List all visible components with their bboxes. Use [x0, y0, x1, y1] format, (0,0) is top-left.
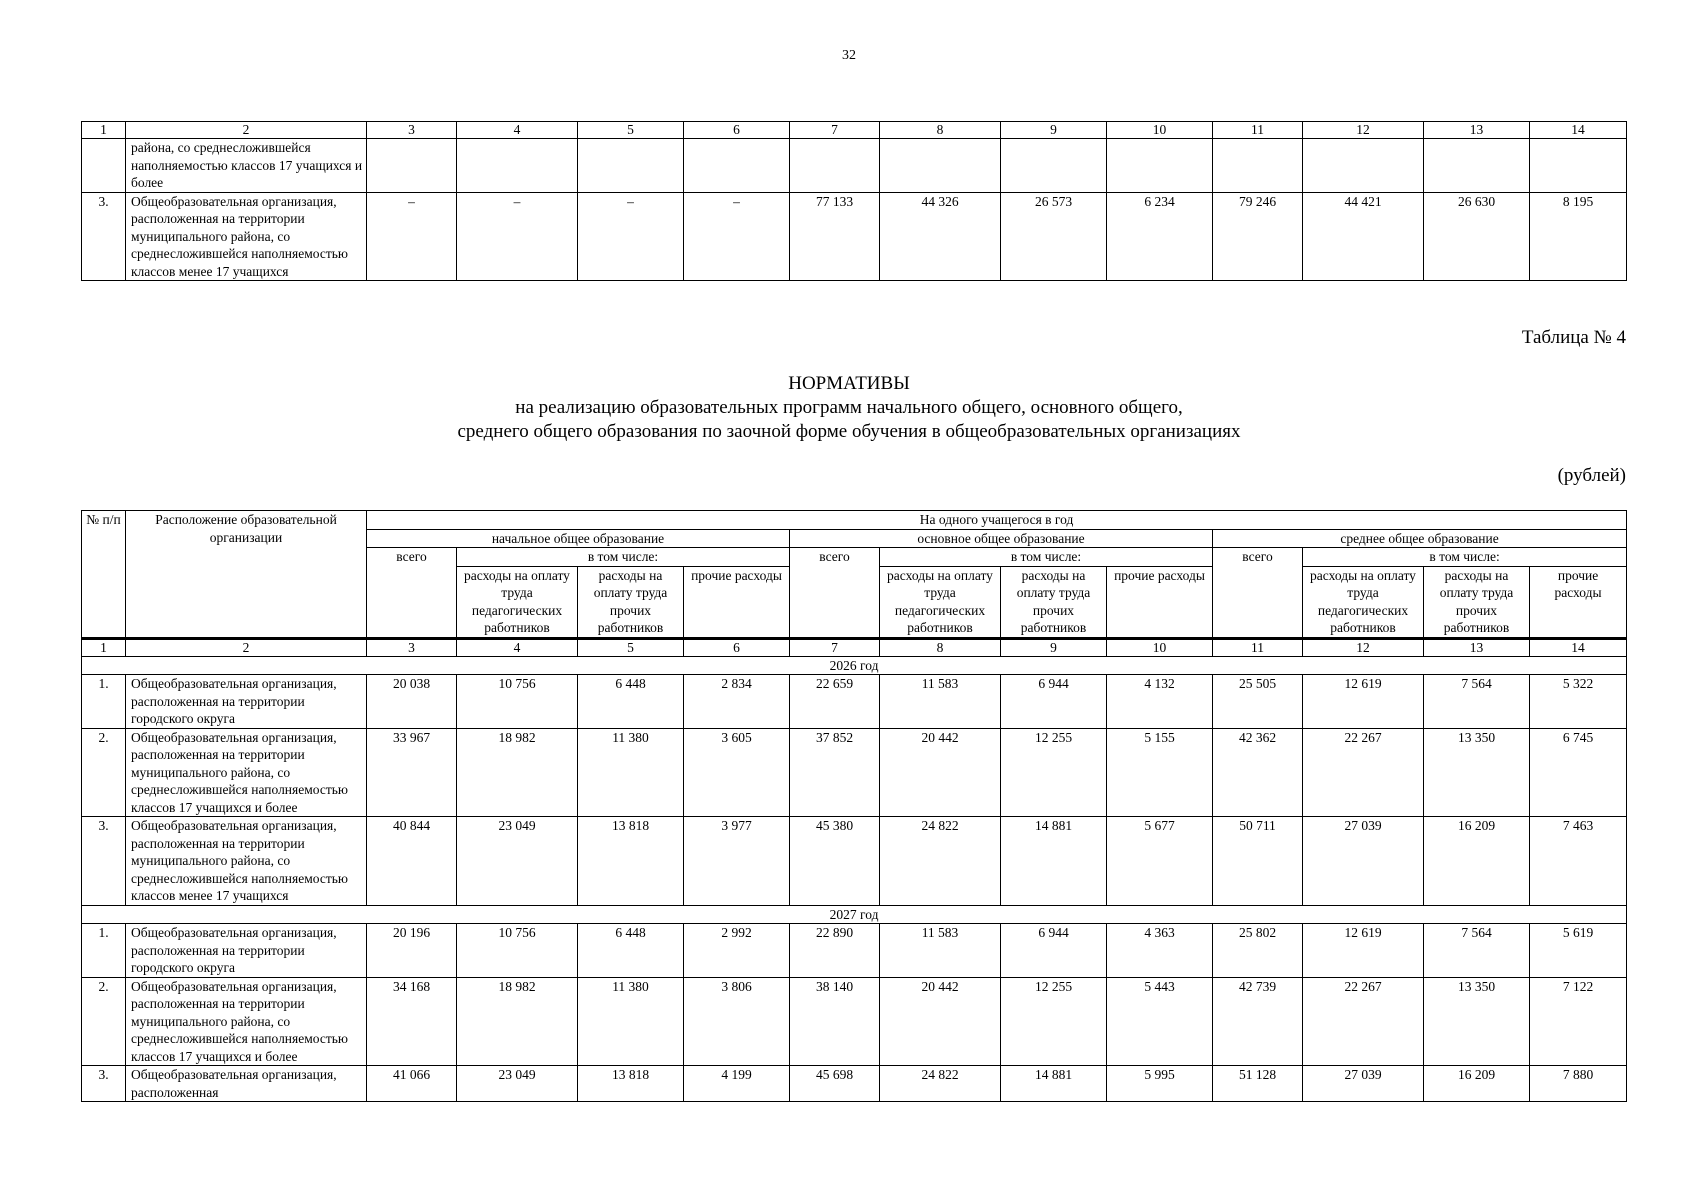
row-value: 5 443 — [1107, 977, 1213, 1066]
row-value: 13 350 — [1424, 977, 1530, 1066]
row-location: Общеобразовательная организация, расположенная на территории городского округа — [126, 675, 367, 729]
row-value — [1001, 139, 1107, 193]
title-main: НОРМАТИВЫ — [788, 373, 910, 394]
row-value: 6 234 — [1107, 192, 1213, 281]
table-row — [82, 192, 1627, 281]
column-number: 14 — [1530, 638, 1627, 656]
header-secondary-other-exp: прочие расходы — [1530, 566, 1627, 638]
header-basic: основное общее образование — [790, 529, 1213, 548]
row-value: 7 122 — [1530, 977, 1627, 1066]
row-value: 26 630 — [1424, 192, 1530, 281]
row-value: 20 442 — [880, 977, 1001, 1066]
column-number: 1 — [82, 122, 126, 139]
row-value: 3 977 — [684, 817, 790, 906]
norms-table — [81, 510, 1627, 1102]
column-number: 9 — [1001, 638, 1107, 656]
row-value — [1213, 139, 1303, 193]
page-number: 32 — [842, 48, 856, 63]
row-value: 13 818 — [578, 817, 684, 906]
header-secondary-including: в том числе: — [1303, 548, 1627, 567]
header-basic-including: в том числе: — [880, 548, 1213, 567]
row-value — [367, 139, 457, 193]
row-location: Общеобразовательная организация, расположенная на территории городского округа — [126, 924, 367, 978]
column-number: 2 — [126, 638, 367, 656]
row-value: 4 363 — [1107, 924, 1213, 978]
row-value: 7 564 — [1424, 924, 1530, 978]
row-value: 23 049 — [457, 1066, 578, 1102]
row-location: Общеобразовательная организация, расположенная — [126, 1066, 367, 1102]
header-primary-other-pay: расходы на оплату труда прочих работников — [578, 566, 684, 638]
row-value — [578, 139, 684, 193]
row-value: 24 822 — [880, 817, 1001, 906]
column-number: 5 — [578, 122, 684, 139]
header-per-student: На одного учащегося в год — [367, 511, 1627, 530]
column-number: 12 — [1303, 122, 1424, 139]
row-value: 23 049 — [457, 817, 578, 906]
row-value: 6 745 — [1530, 728, 1627, 817]
column-number: 13 — [1424, 638, 1530, 656]
row-value: 6 944 — [1001, 924, 1107, 978]
table-row — [82, 817, 1627, 906]
header-secondary-total: всего — [1213, 548, 1303, 639]
header-no: № п/п — [82, 511, 126, 639]
table-row — [82, 1066, 1627, 1102]
column-number: 10 — [1107, 122, 1213, 139]
row-value: 16 209 — [1424, 1066, 1530, 1102]
row-value: – — [367, 192, 457, 281]
row-number: 1. — [82, 675, 126, 729]
row-value: 7 880 — [1530, 1066, 1627, 1102]
column-number: 8 — [880, 122, 1001, 139]
continued-table — [81, 121, 1627, 281]
row-value: 18 982 — [457, 728, 578, 817]
column-number: 11 — [1213, 122, 1303, 139]
year-row — [82, 656, 1627, 675]
header-location: Расположение образовательной организации — [126, 511, 367, 639]
row-value — [790, 139, 880, 193]
column-number: 6 — [684, 638, 790, 656]
column-number-row — [82, 122, 1627, 139]
row-value: 13 818 — [578, 1066, 684, 1102]
row-value — [1107, 139, 1213, 193]
column-number: 5 — [578, 638, 684, 656]
row-value: 25 505 — [1213, 675, 1303, 729]
row-number: 1. — [82, 924, 126, 978]
row-value: 18 982 — [457, 977, 578, 1066]
row-location: Общеобразовательная организация, расположенная на территории муниципального района, со среднесложившейся наполняемостью классов менее 17 учащихся — [126, 192, 367, 281]
row-number: 3. — [82, 1066, 126, 1102]
row-value: 37 852 — [790, 728, 880, 817]
header-primary-other-exp: прочие расходы — [684, 566, 790, 638]
row-value: 12 255 — [1001, 728, 1107, 817]
table-label: Таблица № 4 — [1521, 327, 1626, 348]
column-number: 10 — [1107, 638, 1213, 656]
table-row — [82, 924, 1627, 978]
row-value: 14 881 — [1001, 1066, 1107, 1102]
row-value — [1530, 139, 1627, 193]
row-value: 20 038 — [367, 675, 457, 729]
title-subtitle-1: на реализацию образовательных программ начального общего, основного общего, — [515, 397, 1183, 418]
row-value: 3 806 — [684, 977, 790, 1066]
row-value: 44 421 — [1303, 192, 1424, 281]
row-value: 45 698 — [790, 1066, 880, 1102]
row-value: 5 677 — [1107, 817, 1213, 906]
header-primary-including: в том числе: — [457, 548, 790, 567]
row-value — [1303, 139, 1424, 193]
row-value: 14 881 — [1001, 817, 1107, 906]
row-value: 22 659 — [790, 675, 880, 729]
row-value: 22 267 — [1303, 977, 1424, 1066]
header-primary-total: всего — [367, 548, 457, 639]
header-basic-other-pay: расходы на оплату труда прочих работников — [1001, 566, 1107, 638]
row-value: – — [684, 192, 790, 281]
row-value: 34 168 — [367, 977, 457, 1066]
row-value: 10 756 — [457, 924, 578, 978]
row-number: 2. — [82, 977, 126, 1066]
column-number: 3 — [367, 638, 457, 656]
row-value: 41 066 — [367, 1066, 457, 1102]
row-value: 13 350 — [1424, 728, 1530, 817]
row-value — [880, 139, 1001, 193]
row-value: 42 362 — [1213, 728, 1303, 817]
column-number: 4 — [457, 638, 578, 656]
row-value: 5 619 — [1530, 924, 1627, 978]
row-value: 77 133 — [790, 192, 880, 281]
row-value: 45 380 — [790, 817, 880, 906]
row-value: 4 132 — [1107, 675, 1213, 729]
row-value: 25 802 — [1213, 924, 1303, 978]
year-label: 2027 год — [82, 905, 1627, 924]
row-value: 11 380 — [578, 728, 684, 817]
header-secondary-other-pay: расходы на оплату труда прочих работников — [1424, 566, 1530, 638]
header-secondary-teacher-pay: расходы на оплату труда педагогических работников — [1303, 566, 1424, 638]
column-number: 2 — [126, 122, 367, 139]
row-value: – — [457, 192, 578, 281]
row-location: Общеобразовательная организация, расположенная на территории муниципального района, со среднесложившейся наполняемостью классов 17 учащихся и более — [126, 977, 367, 1066]
row-value: 42 739 — [1213, 977, 1303, 1066]
column-number: 4 — [457, 122, 578, 139]
header-basic-teacher-pay: расходы на оплату труда педагогических работников — [880, 566, 1001, 638]
row-location: района, со среднесложившейся наполняемостью классов 17 учащихся и более — [126, 139, 367, 193]
row-value: 2 992 — [684, 924, 790, 978]
row-value: 79 246 — [1213, 192, 1303, 281]
title-subtitle-2: среднего общего образования по заочной форме обучения в общеобразовательных организациях — [457, 421, 1241, 442]
column-number: 1 — [82, 638, 126, 656]
column-number: 9 — [1001, 122, 1107, 139]
year-label: 2026 год — [82, 656, 1627, 675]
row-value: 33 967 — [367, 728, 457, 817]
row-value: 12 619 — [1303, 924, 1424, 978]
row-value: 27 039 — [1303, 817, 1424, 906]
column-number-row — [82, 638, 1627, 656]
row-value: 7 564 — [1424, 675, 1530, 729]
row-value: 11 380 — [578, 977, 684, 1066]
row-value: 11 583 — [880, 675, 1001, 729]
units-label: (рублей) — [1557, 465, 1626, 486]
row-value: – — [578, 192, 684, 281]
row-value: 51 128 — [1213, 1066, 1303, 1102]
header-primary-teacher-pay: расходы на оплату труда педагогических работников — [457, 566, 578, 638]
table-row — [82, 977, 1627, 1066]
row-value: 22 267 — [1303, 728, 1424, 817]
row-location: Общеобразовательная организация, расположенная на территории муниципального района, со среднесложившейся наполняемостью классов менее 17 учащихся — [126, 817, 367, 906]
column-number: 13 — [1424, 122, 1530, 139]
year-row — [82, 905, 1627, 924]
header-basic-total: всего — [790, 548, 880, 639]
row-value: 7 463 — [1530, 817, 1627, 906]
row-value: 6 448 — [578, 924, 684, 978]
column-number: 7 — [790, 638, 880, 656]
row-value: 44 326 — [880, 192, 1001, 281]
row-value: 27 039 — [1303, 1066, 1424, 1102]
row-value: 10 756 — [457, 675, 578, 729]
column-number: 12 — [1303, 638, 1424, 656]
row-value: 22 890 — [790, 924, 880, 978]
column-number: 7 — [790, 122, 880, 139]
column-number: 11 — [1213, 638, 1303, 656]
table-row — [82, 139, 1627, 193]
column-number: 3 — [367, 122, 457, 139]
row-number: 3. — [82, 817, 126, 906]
header-primary: начальное общее образование — [367, 529, 790, 548]
row-number — [82, 139, 126, 193]
row-value: 16 209 — [1424, 817, 1530, 906]
column-number: 8 — [880, 638, 1001, 656]
column-number: 14 — [1530, 122, 1627, 139]
row-value: 5 322 — [1530, 675, 1627, 729]
page-title — [0, 372, 1698, 444]
row-value: 3 605 — [684, 728, 790, 817]
row-value: 38 140 — [790, 977, 880, 1066]
row-value: 24 822 — [880, 1066, 1001, 1102]
row-value: 5 155 — [1107, 728, 1213, 817]
row-value: 4 199 — [684, 1066, 790, 1102]
row-value: 2 834 — [684, 675, 790, 729]
row-value: 12 619 — [1303, 675, 1424, 729]
header-basic-other-exp: прочие расходы — [1107, 566, 1213, 638]
row-value — [1424, 139, 1530, 193]
row-number: 2. — [82, 728, 126, 817]
column-number: 6 — [684, 122, 790, 139]
row-value: 50 711 — [1213, 817, 1303, 906]
row-value: 8 195 — [1530, 192, 1627, 281]
header-secondary: среднее общее образование — [1213, 529, 1627, 548]
row-value: 26 573 — [1001, 192, 1107, 281]
table-row — [82, 675, 1627, 729]
row-location: Общеобразовательная организация, расположенная на территории муниципального района, со среднесложившейся наполняемостью классов 17 учащихся и более — [126, 728, 367, 817]
row-value: 40 844 — [367, 817, 457, 906]
row-value — [684, 139, 790, 193]
row-value: 20 442 — [880, 728, 1001, 817]
row-value: 20 196 — [367, 924, 457, 978]
row-value: 11 583 — [880, 924, 1001, 978]
table-row — [82, 728, 1627, 817]
row-number: 3. — [82, 192, 126, 281]
row-value: 6 448 — [578, 675, 684, 729]
row-value: 6 944 — [1001, 675, 1107, 729]
row-value — [457, 139, 578, 193]
row-value: 5 995 — [1107, 1066, 1213, 1102]
row-value: 12 255 — [1001, 977, 1107, 1066]
